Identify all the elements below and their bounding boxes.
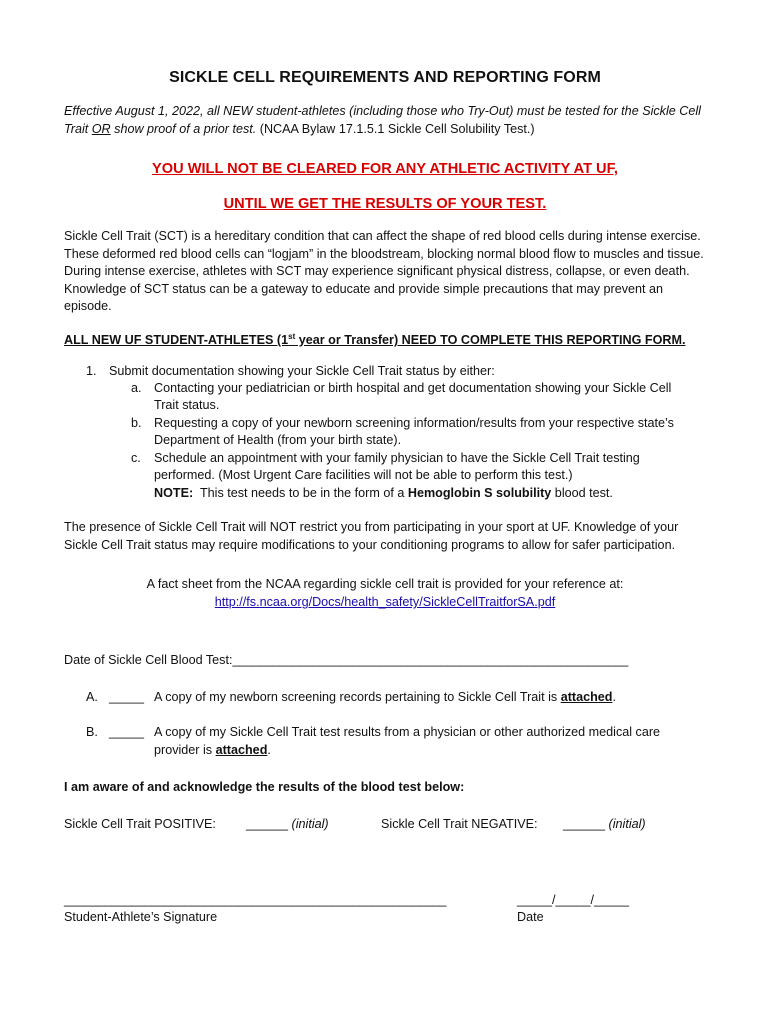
fact-sheet-link[interactable]: http://fs.ncaa.org/Docs/health_safety/SickleCellTraitforSA.pdf	[214, 595, 556, 609]
date-of-test-label: Date of Sickle Cell Blood Test:	[64, 653, 233, 667]
check-b-line-2	[154, 742, 714, 760]
note-end: blood test.	[551, 486, 613, 500]
date-of-test-field	[64, 652, 714, 670]
note-bold: Hemoglobin S solubility	[407, 486, 552, 500]
form-title: SICKLE CELL REQUIREMENTS AND REPORTING FORM	[169, 69, 601, 86]
option-b-line-1: Requesting a copy of your newborn screening information/results from your respective state’s	[154, 416, 674, 430]
check-a-blank[interactable]: _____	[109, 690, 145, 704]
positive-blank[interactable]: ______	[246, 817, 289, 831]
signature-line[interactable]: _________________________________________________________	[64, 893, 447, 907]
check-b-blank[interactable]: _____	[109, 725, 145, 739]
option-c-line-2: performed. (Most Urgent Care facilities will not be able to perform this test.)	[154, 468, 573, 482]
sct-description: Sickle Cell Trait (SCT) is a hereditary condition that can affect the shape of red blood cells during intense exercise. These deformed red blood cells can “logjam” in the bloodstream, blocking normal blood flow to muscles and tissue. During intense exercise, athletes with SCT may experience significant physical distress, collapse, or even death. Knowledge of SCT status can be a gateway to educate and provide simple precautions that may prevent an episode.	[64, 229, 704, 313]
check-b-letter: B.	[86, 725, 98, 739]
check-a-attached: attached	[560, 690, 613, 704]
check-a-letter: A.	[86, 690, 98, 704]
requirement-heading-sup: st	[288, 331, 296, 341]
warning-line-2: UNTIL WE GET THE RESULTS OF YOUR TEST.	[223, 196, 547, 212]
fact-sheet-text: A fact sheet from the NCAA regarding sickle cell trait is provided for your reference at:	[146, 577, 624, 591]
acknowledge-heading: I am aware of and acknowledge the results of the blood test below:	[64, 780, 465, 794]
option-a-line-1: Contacting your pediatrician or birth hospital and get documentation showing your Sickle Cell	[154, 381, 672, 395]
option-b-line-2: Department of Health (from your birth state).	[154, 433, 402, 447]
option-a-line-2: Trait status.	[154, 398, 220, 412]
check-b-label: provider is	[154, 743, 216, 757]
option-c-line-1: Schedule an appointment with your family physician to have the Sickle Cell Trait testing	[154, 451, 640, 465]
positive-label: Sickle Cell Trait POSITIVE:	[64, 817, 216, 831]
negative-blank[interactable]: ______	[563, 817, 606, 831]
check-b-attached: attached	[215, 743, 268, 757]
intro-or: OR	[91, 121, 111, 136]
requirement-heading-post: year or Transfer) NEED TO COMPLETE THIS REPORTING FORM.	[295, 333, 686, 347]
intro-part2: show proof of a prior test.	[110, 121, 257, 136]
date-line[interactable]: _____/_____/_____	[517, 893, 630, 907]
intro-bylaw: (NCAA Bylaw 17.1.5.1 Sickle Cell Solubility Test.)	[256, 121, 535, 136]
signature-label: Student-Athlete’s Signature	[64, 910, 218, 924]
note-label: NOTE:	[154, 486, 194, 500]
date-label: Date	[517, 910, 544, 924]
check-b-line-1: A copy of my Sickle Cell Trait test results from a physician or other authorized medical care	[154, 725, 661, 739]
check-a-end: .	[612, 690, 616, 704]
option-c-letter: c.	[131, 451, 141, 465]
check-a-text	[154, 689, 714, 707]
intro-part1: Effective August 1, 2022, all NEW student-athletes (including those who Try-Out) must be tested for the Sickle Cell Trait	[64, 104, 701, 136]
check-a-label: A copy of my newborn screening records pertaining to Sickle Cell Trait is	[154, 690, 561, 704]
negative-label: Sickle Cell Trait NEGATIVE:	[381, 817, 538, 831]
option-a-letter: a.	[131, 381, 142, 395]
intro-text	[64, 103, 714, 138]
note-text: This test needs to be in the form of a	[193, 486, 408, 500]
step-number: 1.	[86, 364, 97, 378]
note-line	[154, 485, 714, 503]
warning-line-1: YOU WILL NOT BE CLEARED FOR ANY ATHLETIC ACTIVITY AT UF,	[152, 161, 618, 177]
negative-initial-field	[563, 816, 646, 834]
step-text: Submit documentation showing your Sickle Cell Trait status by either:	[109, 364, 495, 378]
requirement-heading	[64, 332, 714, 350]
positive-initial-label: (initial)	[291, 817, 329, 831]
requirement-heading-pre: ALL NEW UF STUDENT-ATHLETES (1	[64, 333, 289, 347]
date-of-test-blank[interactable]: ___________________________________________________________	[232, 653, 629, 667]
option-b-letter: b.	[131, 416, 142, 430]
presence-paragraph: The presence of Sickle Cell Trait will NOT restrict you from participating in your sport at UF. Knowledge of your Sickle Cell Trait status may require modifications to your conditioning programs to allow for safer participation.	[64, 520, 679, 552]
fact-sheet-link-wrap	[0, 594, 770, 612]
negative-initial-label: (initial)	[608, 817, 646, 831]
positive-initial-field	[246, 816, 329, 834]
check-b-end: .	[267, 743, 271, 757]
